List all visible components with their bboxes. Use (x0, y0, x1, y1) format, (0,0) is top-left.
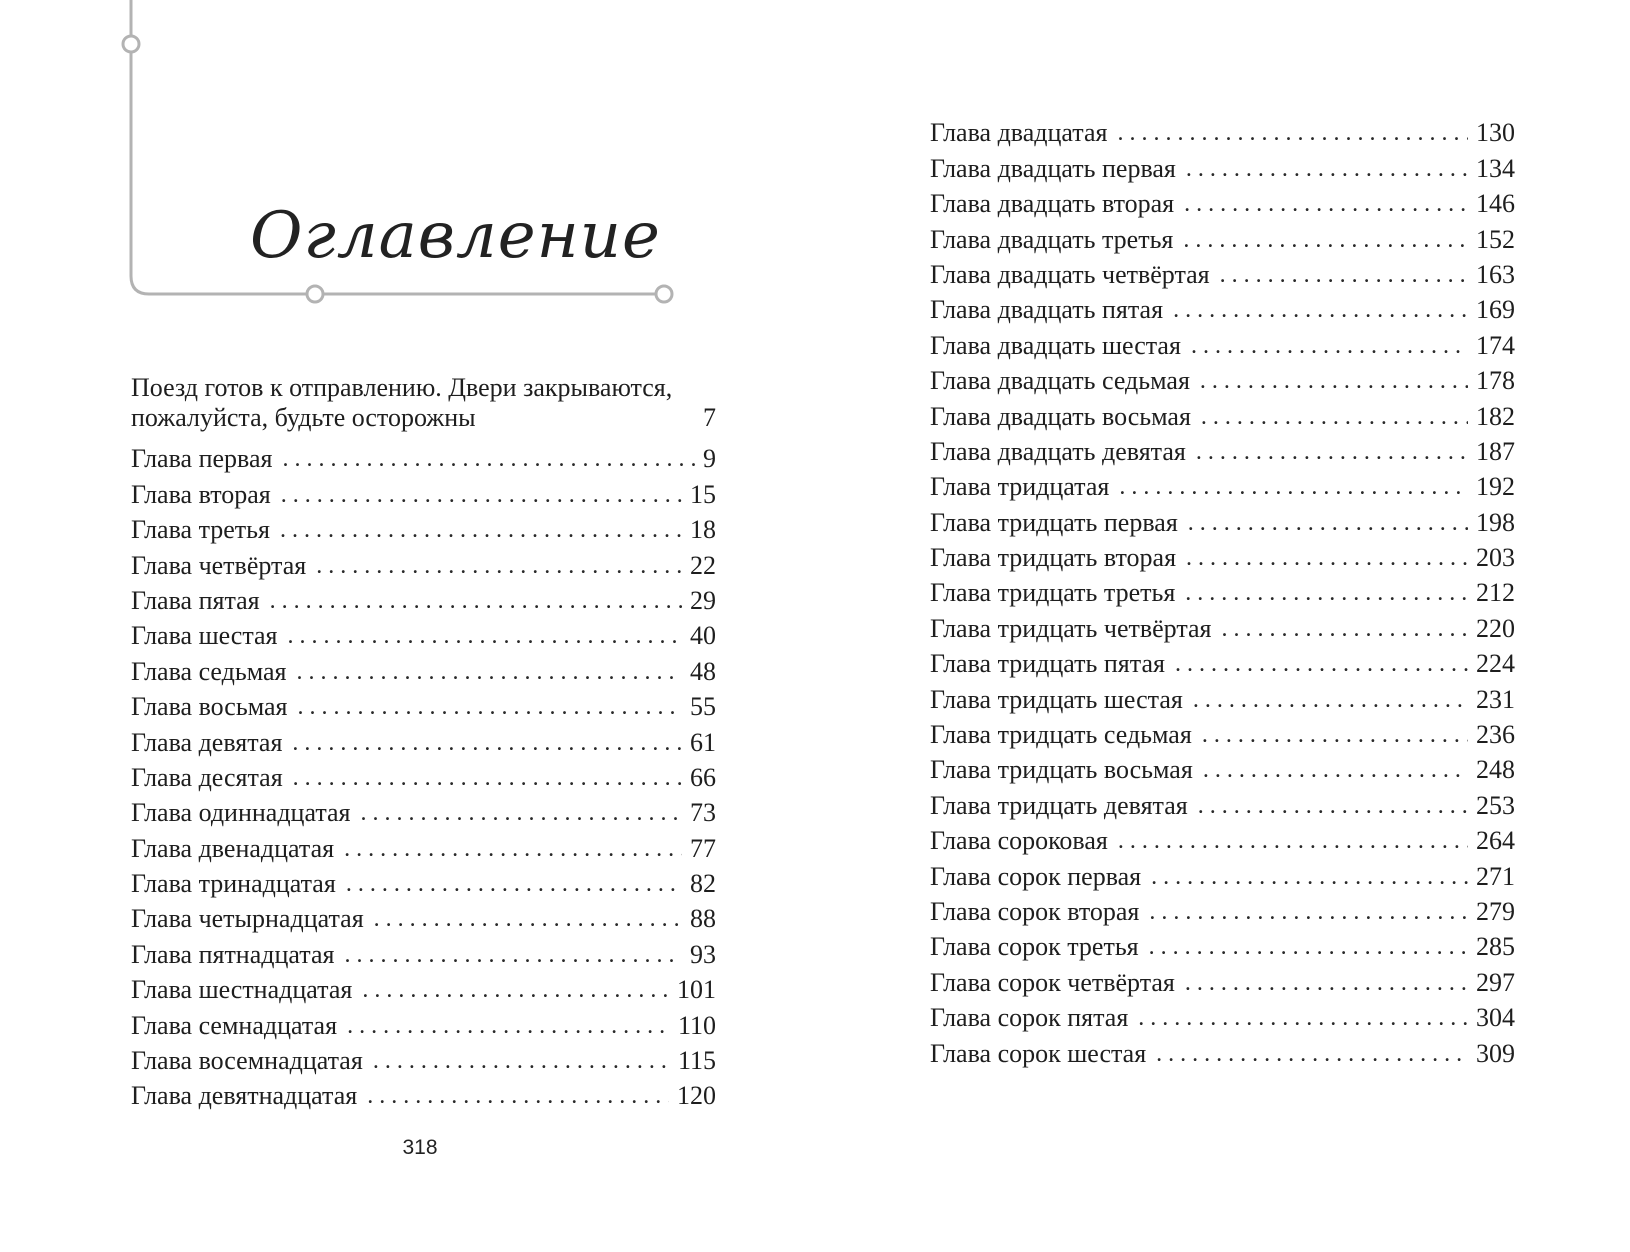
toc-entry[interactable] (131, 934, 716, 969)
toc-entry-title: Глава двадцать седьмая (930, 366, 1190, 396)
dot-leader (346, 869, 682, 899)
dot-leader (1151, 862, 1468, 892)
toc-entry-page: 48 (690, 656, 716, 686)
toc-entry[interactable] (930, 573, 1515, 608)
dot-leader (1193, 685, 1468, 715)
dot-leader (1119, 472, 1468, 502)
toc-entry-page: 15 (690, 479, 716, 509)
toc-entry[interactable] (930, 644, 1515, 679)
toc-entry[interactable] (930, 1033, 1515, 1068)
toc-entry[interactable] (930, 785, 1515, 820)
toc-entry[interactable] (930, 113, 1515, 148)
toc-list-right (930, 113, 1515, 1069)
toc-entry[interactable] (930, 892, 1515, 927)
toc-entry-page: 7 (703, 403, 716, 432)
toc-entry[interactable] (131, 510, 716, 545)
dot-leader (344, 834, 682, 864)
toc-entry-title: Глава двадцать вторая (930, 189, 1175, 219)
toc-entry[interactable] (930, 467, 1515, 502)
toc-entry-title: Глава тридцатая (930, 472, 1110, 502)
toc-entry[interactable] (131, 970, 716, 1005)
toc-entry-title: Глава тридцать пятая (930, 649, 1165, 679)
toc-entry[interactable] (131, 722, 716, 757)
toc-entry-page: 130 (1476, 118, 1515, 148)
toc-entry[interactable] (131, 373, 716, 433)
toc-entry-page: 66 (690, 762, 716, 792)
toc-entry[interactable] (930, 821, 1515, 856)
toc-entry-page: 203 (1476, 543, 1515, 573)
toc-entry-page: 101 (677, 975, 716, 1005)
toc-entry-page: 304 (1476, 1003, 1515, 1033)
toc-entry[interactable] (930, 219, 1515, 254)
toc-entry-title: Глава двадцать третья (930, 224, 1174, 254)
dot-leader (1185, 968, 1468, 998)
page-number: 318 (402, 1136, 438, 1159)
toc-entry-title: Глава первая (131, 444, 273, 474)
dot-leader (281, 480, 682, 510)
dot-leader (1149, 897, 1468, 927)
dot-leader (373, 1046, 670, 1076)
toc-entry-title: Глава восемнадцатая (131, 1046, 363, 1076)
toc-entry-title: Глава двадцать девятая (930, 436, 1186, 466)
dot-leader (293, 763, 682, 793)
ornament-node-middle (307, 286, 323, 302)
toc-list-left (131, 373, 716, 1111)
toc-entry[interactable] (930, 184, 1515, 219)
toc-entry-title: Глава шестнадцатая (131, 975, 353, 1005)
toc-entry[interactable] (930, 148, 1515, 183)
toc-entry-title: Глава тридцать третья (930, 578, 1176, 608)
toc-entry[interactable] (131, 545, 716, 580)
dot-leader (1175, 649, 1468, 679)
toc-entry-page: 55 (690, 692, 716, 722)
toc-entry-page: 279 (1476, 896, 1515, 926)
dot-leader (1203, 755, 1468, 785)
toc-entry[interactable] (930, 998, 1515, 1033)
toc-entry-page: 187 (1476, 436, 1515, 466)
dot-leader (1188, 508, 1468, 538)
dot-leader (1222, 614, 1468, 644)
toc-entry[interactable] (131, 1076, 716, 1111)
toc-entry[interactable] (131, 581, 716, 616)
dot-leader (316, 551, 682, 581)
toc-entry[interactable] (131, 1041, 716, 1076)
toc-entry[interactable] (930, 962, 1515, 997)
dot-leader (1201, 402, 1468, 432)
toc-entry-title: Глава пятнадцатая (131, 939, 335, 969)
dot-leader (1149, 932, 1468, 962)
toc-entry-title: Глава десятая (131, 762, 283, 792)
toc-entry-title: Глава тридцать шестая (930, 684, 1183, 714)
toc-entry-title: Глава тридцать четвёртая (930, 613, 1212, 643)
toc-entry-title: Поезд готов к отправлению. Двери закрываются, пожалуйста, будьте осторожны (131, 373, 673, 432)
toc-entry[interactable] (930, 502, 1515, 537)
ornament-node-end (656, 286, 672, 302)
toc-entry-page: 264 (1476, 826, 1515, 856)
toc-entry[interactable] (930, 927, 1515, 962)
dot-leader (1200, 366, 1468, 396)
dot-leader (1117, 118, 1468, 148)
toc-entry-page: 212 (1476, 578, 1515, 608)
toc-entry-page: 115 (677, 1046, 716, 1076)
toc-entry-title: Глава восьмая (131, 692, 288, 722)
dot-leader (282, 444, 695, 474)
dot-leader (374, 904, 682, 934)
dot-leader (347, 1011, 670, 1041)
toc-entry[interactable] (930, 679, 1515, 714)
toc-entry[interactable] (930, 255, 1515, 290)
toc-entry-title: Глава девятая (131, 727, 283, 757)
toc-entry-page: 93 (690, 939, 716, 969)
toc-entry-title: Глава двенадцатая (131, 833, 335, 863)
toc-entry-title: Глава семнадцатая (131, 1010, 338, 1040)
toc-entry-title: Глава шестая (131, 621, 278, 651)
dot-leader (1183, 225, 1468, 255)
toc-entry-title: Глава седьмая (131, 656, 287, 686)
toc-entry-title: Глава сорок вторая (930, 896, 1140, 926)
toc-entry-page: 169 (1476, 295, 1515, 325)
toc-entry-page: 231 (1476, 684, 1515, 714)
ornament-node-top (123, 36, 139, 52)
toc-entry[interactable] (930, 538, 1515, 573)
toc-entry-page: 182 (1476, 401, 1515, 431)
toc-entry-title: Глава одиннадцатая (131, 798, 351, 828)
toc-entry-title: Глава вторая (131, 479, 271, 509)
dot-leader (1186, 543, 1468, 573)
toc-entry-title: Глава сорок первая (930, 861, 1142, 891)
toc-entry-page: 110 (677, 1010, 716, 1040)
dot-leader (1186, 154, 1468, 184)
toc-entry-page: 174 (1476, 330, 1515, 360)
dot-leader (1191, 331, 1468, 361)
toc-entry-title: Глава четвёртая (131, 550, 307, 580)
dot-leader (1173, 295, 1468, 325)
toc-entry-page: 22 (690, 550, 716, 580)
toc-entry-page: 18 (690, 515, 716, 545)
dot-leader (362, 975, 669, 1005)
dot-leader (297, 692, 682, 722)
dot-leader (1220, 260, 1468, 290)
toc-entry-title: Глава тридцать первая (930, 507, 1178, 537)
toc-entry-page: 88 (690, 904, 716, 934)
toc-entry-page: 309 (1476, 1038, 1515, 1068)
dot-leader (1184, 189, 1468, 219)
dot-leader (296, 657, 682, 687)
toc-entry-title: Глава сороковая (930, 826, 1108, 856)
dot-leader (1198, 791, 1468, 821)
toc-entry[interactable] (131, 687, 716, 722)
toc-entry[interactable] (131, 828, 716, 863)
toc-entry-title: Глава пятая (131, 585, 260, 615)
toc-entry-page: 40 (690, 621, 716, 651)
toc-entry-title: Глава двадцать шестая (930, 330, 1181, 360)
toc-entry-title: Глава тридцать девятая (930, 790, 1188, 820)
toc-entry[interactable] (131, 439, 716, 474)
toc-entry-page: 178 (1476, 366, 1515, 396)
toc-entry-page: 297 (1476, 967, 1515, 997)
toc-entry[interactable] (131, 651, 716, 686)
toc-entry-page: 152 (1476, 224, 1515, 254)
toc-entry-title: Глава тридцать вторая (930, 543, 1177, 573)
toc-entry-page: 9 (703, 444, 716, 474)
toc-entry[interactable] (930, 361, 1515, 396)
toc-entry-title: Глава девятнадцатая (131, 1081, 358, 1111)
toc-entry[interactable] (930, 432, 1515, 467)
toc-heading: Оглавление (250, 199, 661, 273)
toc-entry[interactable] (131, 864, 716, 899)
toc-entry-page: 120 (677, 1081, 716, 1111)
toc-entry-page: 271 (1476, 861, 1515, 891)
toc-entry-title: Глава четырнадцатая (131, 904, 364, 934)
dot-leader (367, 1081, 669, 1111)
toc-entry-page: 163 (1476, 259, 1515, 289)
toc-entry[interactable] (930, 856, 1515, 891)
toc-entry-page: 198 (1476, 507, 1515, 537)
toc-entry-page: 192 (1476, 472, 1515, 502)
toc-entry-page: 61 (690, 727, 716, 757)
toc-entry-title: Глава сорок пятая (930, 1003, 1129, 1033)
toc-entry-page: 220 (1476, 613, 1515, 643)
toc-entry[interactable] (930, 608, 1515, 643)
dot-leader (292, 728, 682, 758)
dot-leader (361, 798, 682, 828)
toc-entry-page: 236 (1476, 720, 1515, 750)
dot-leader (1196, 437, 1468, 467)
dot-leader (1156, 1039, 1468, 1069)
dot-leader (1138, 1003, 1468, 1033)
toc-entry[interactable] (930, 715, 1515, 750)
toc-entry[interactable] (930, 290, 1515, 325)
toc-entry-page: 73 (690, 798, 716, 828)
toc-entry-title: Глава тридцать восьмая (930, 755, 1193, 785)
dot-leader (288, 621, 683, 651)
toc-entry-page: 248 (1476, 755, 1515, 785)
dot-leader (1118, 826, 1468, 856)
toc-entry-title: Глава двадцать четвёртая (930, 259, 1210, 289)
toc-entry-title: Глава сорок шестая (930, 1038, 1147, 1068)
toc-entry[interactable] (131, 474, 716, 509)
dot-leader (280, 515, 682, 545)
toc-entry[interactable] (930, 396, 1515, 431)
toc-entry-page: 29 (690, 585, 716, 615)
toc-entry-title: Глава тринадцатая (131, 869, 336, 899)
toc-entry[interactable] (131, 793, 716, 828)
toc-entry-page: 253 (1476, 790, 1515, 820)
dot-leader (1185, 578, 1468, 608)
toc-entry[interactable] (930, 325, 1515, 360)
dot-leader (1202, 720, 1468, 750)
toc-entry[interactable] (930, 750, 1515, 785)
toc-entry[interactable] (131, 758, 716, 793)
toc-entry-title: Глава двадцатая (930, 118, 1108, 148)
toc-entry-title: Глава двадцать пятая (930, 295, 1164, 325)
toc-entry[interactable] (131, 616, 716, 651)
dot-leader (270, 586, 682, 616)
toc-entry-title: Глава третья (131, 515, 270, 545)
dot-leader (344, 940, 682, 970)
toc-entry-title: Глава тридцать седьмая (930, 720, 1192, 750)
toc-entry-page: 134 (1476, 153, 1515, 183)
toc-entry-page: 146 (1476, 189, 1515, 219)
toc-entry-title: Глава двадцать первая (930, 153, 1176, 183)
toc-entry[interactable] (131, 1005, 716, 1040)
toc-entry-page: 77 (690, 833, 716, 863)
toc-entry-page: 82 (690, 869, 716, 899)
toc-entry-page: 285 (1476, 932, 1515, 962)
toc-entry-title: Глава двадцать восьмая (930, 401, 1191, 431)
toc-entry[interactable] (131, 899, 716, 934)
toc-entry-title: Глава сорок четвёртая (930, 967, 1175, 997)
toc-entry-page: 224 (1476, 649, 1515, 679)
toc-entry-title: Глава сорок третья (930, 932, 1139, 962)
